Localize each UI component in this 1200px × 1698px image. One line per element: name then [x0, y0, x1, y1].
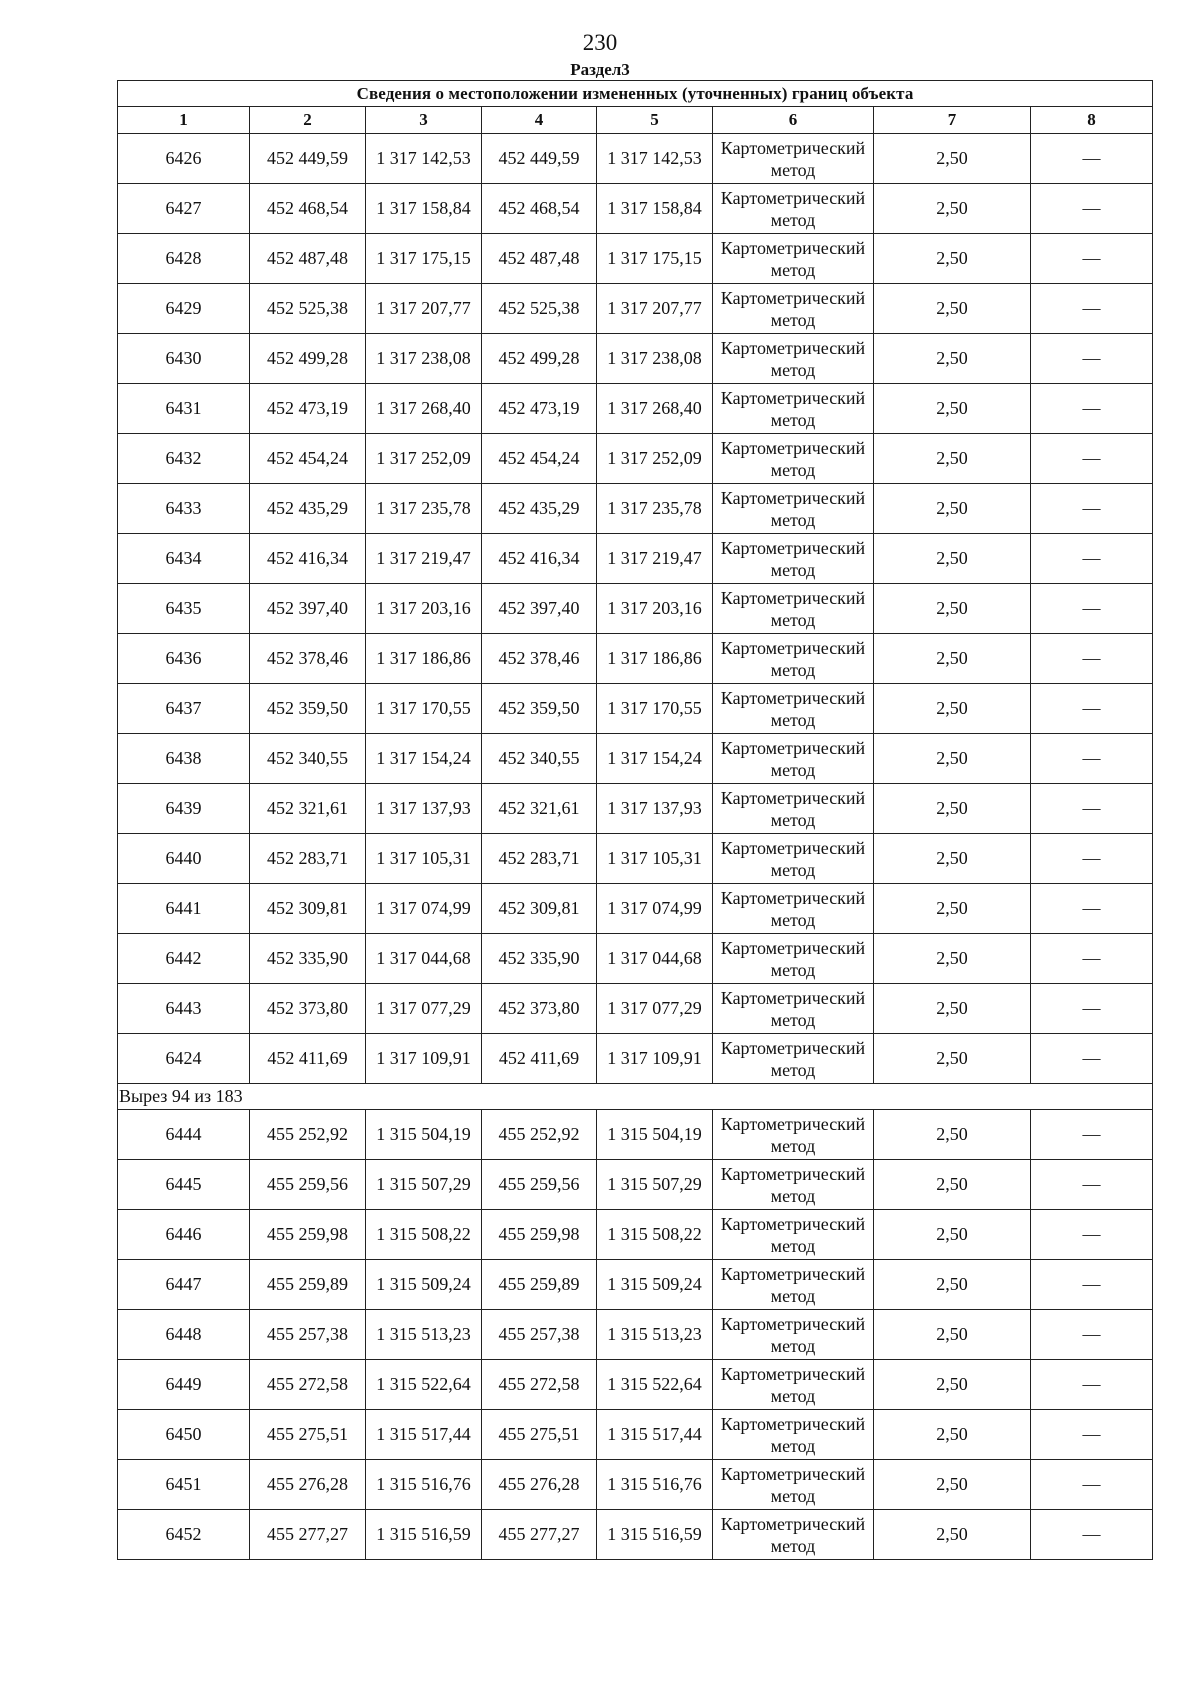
description-cell: —: [1031, 1034, 1153, 1084]
method-cell: Картометрический метод: [713, 734, 874, 784]
existing-y-cell: 1 315 517,44: [366, 1410, 482, 1460]
existing-x-cell: 452 378,46: [250, 634, 366, 684]
accuracy-cell: 2,50: [874, 134, 1031, 184]
description-cell: —: [1031, 134, 1153, 184]
refined-y-cell: 1 317 154,24: [597, 734, 713, 784]
refined-x-cell: 452 321,61: [482, 784, 597, 834]
existing-x-cell: 455 259,98: [250, 1210, 366, 1260]
description-cell: —: [1031, 334, 1153, 384]
accuracy-cell: 2,50: [874, 234, 1031, 284]
accuracy-cell: 2,50: [874, 484, 1031, 534]
refined-y-cell: 1 317 074,99: [597, 884, 713, 934]
point-number-cell: 6441: [118, 884, 250, 934]
description-cell: —: [1031, 784, 1153, 834]
method-cell: Картометрический метод: [713, 934, 874, 984]
accuracy-cell: 2,50: [874, 284, 1031, 334]
existing-y-cell: 1 317 203,16: [366, 584, 482, 634]
existing-x-cell: 452 487,48: [250, 234, 366, 284]
description-cell: —: [1031, 984, 1153, 1034]
accuracy-cell: 2,50: [874, 734, 1031, 784]
refined-x-cell: 455 259,89: [482, 1260, 597, 1310]
description-cell: —: [1031, 384, 1153, 434]
description-cell: —: [1031, 884, 1153, 934]
existing-y-cell: 1 317 074,99: [366, 884, 482, 934]
description-cell: —: [1031, 1260, 1153, 1310]
refined-x-cell: 452 499,28: [482, 334, 597, 384]
method-cell: Картометрический метод: [713, 1034, 874, 1084]
method-cell: Картометрический метод: [713, 1110, 874, 1160]
point-number-cell: 6434: [118, 534, 250, 584]
method-cell: Картометрический метод: [713, 1410, 874, 1460]
existing-x-cell: 455 257,38: [250, 1310, 366, 1360]
description-cell: —: [1031, 1510, 1153, 1560]
column-number-7: 7: [874, 107, 1031, 134]
point-number-cell: 6431: [118, 384, 250, 434]
accuracy-cell: 2,50: [874, 334, 1031, 384]
table-row: [118, 1034, 1153, 1084]
existing-y-cell: 1 317 044,68: [366, 934, 482, 984]
group-label: Вырез 94 из 183: [118, 1084, 1153, 1110]
refined-x-cell: 455 259,98: [482, 1210, 597, 1260]
column-number-2: 2: [250, 107, 366, 134]
refined-x-cell: 452 335,90: [482, 934, 597, 984]
point-number-cell: 6437: [118, 684, 250, 734]
refined-y-cell: 1 317 235,78: [597, 484, 713, 534]
refined-x-cell: 452 340,55: [482, 734, 597, 784]
description-cell: —: [1031, 284, 1153, 334]
point-number-cell: 6428: [118, 234, 250, 284]
refined-y-cell: 1 317 170,55: [597, 684, 713, 734]
method-cell: Картометрический метод: [713, 784, 874, 834]
point-number-cell: 6443: [118, 984, 250, 1034]
method-cell: Картометрический метод: [713, 1360, 874, 1410]
existing-y-cell: 1 315 522,64: [366, 1360, 482, 1410]
method-cell: Картометрический метод: [713, 634, 874, 684]
existing-y-cell: 1 317 170,55: [366, 684, 482, 734]
refined-y-cell: 1 315 509,24: [597, 1260, 713, 1310]
point-number-cell: 6427: [118, 184, 250, 234]
existing-y-cell: 1 317 219,47: [366, 534, 482, 584]
refined-y-cell: 1 317 207,77: [597, 284, 713, 334]
existing-x-cell: 455 276,28: [250, 1460, 366, 1510]
description-cell: —: [1031, 734, 1153, 784]
point-number-cell: 6451: [118, 1460, 250, 1510]
point-number-cell: 6446: [118, 1210, 250, 1260]
point-number-cell: 6439: [118, 784, 250, 834]
refined-x-cell: 452 397,40: [482, 584, 597, 634]
refined-y-cell: 1 317 158,84: [597, 184, 713, 234]
description-cell: —: [1031, 1360, 1153, 1410]
table-row: [118, 834, 1153, 884]
table-row: [118, 734, 1153, 784]
refined-y-cell: 1 315 516,76: [597, 1460, 713, 1510]
refined-y-cell: 1 317 238,08: [597, 334, 713, 384]
refined-x-cell: 452 525,38: [482, 284, 597, 334]
table-row: [118, 1410, 1153, 1460]
table-row: [118, 334, 1153, 384]
method-cell: Картометрический метод: [713, 1210, 874, 1260]
table-row: [118, 634, 1153, 684]
accuracy-cell: 2,50: [874, 1360, 1031, 1410]
refined-y-cell: 1 317 186,86: [597, 634, 713, 684]
existing-x-cell: 452 411,69: [250, 1034, 366, 1084]
accuracy-cell: 2,50: [874, 784, 1031, 834]
accuracy-cell: 2,50: [874, 834, 1031, 884]
existing-x-cell: 455 272,58: [250, 1360, 366, 1410]
existing-y-cell: 1 317 175,15: [366, 234, 482, 284]
table-row: [118, 434, 1153, 484]
description-cell: —: [1031, 184, 1153, 234]
description-cell: —: [1031, 934, 1153, 984]
table-row: [118, 484, 1153, 534]
table-caption: Сведения о местоположении измененных (уточненных) границ объекта: [118, 81, 1153, 107]
method-cell: Картометрический метод: [713, 984, 874, 1034]
table-row: [118, 1210, 1153, 1260]
existing-x-cell: 452 416,34: [250, 534, 366, 584]
existing-y-cell: 1 315 508,22: [366, 1210, 482, 1260]
method-cell: Картометрический метод: [713, 1260, 874, 1310]
point-number-cell: 6433: [118, 484, 250, 534]
table-row: [118, 984, 1153, 1034]
description-cell: —: [1031, 1110, 1153, 1160]
existing-x-cell: 452 449,59: [250, 134, 366, 184]
existing-x-cell: 455 252,92: [250, 1110, 366, 1160]
accuracy-cell: 2,50: [874, 184, 1031, 234]
refined-y-cell: 1 315 504,19: [597, 1110, 713, 1160]
method-cell: Картометрический метод: [713, 334, 874, 384]
description-cell: —: [1031, 584, 1153, 634]
existing-x-cell: 452 321,61: [250, 784, 366, 834]
accuracy-cell: 2,50: [874, 1160, 1031, 1210]
description-cell: —: [1031, 1410, 1153, 1460]
accuracy-cell: 2,50: [874, 1510, 1031, 1560]
refined-y-cell: 1 317 077,29: [597, 984, 713, 1034]
refined-y-cell: 1 317 105,31: [597, 834, 713, 884]
refined-y-cell: 1 315 516,59: [597, 1510, 713, 1560]
table-row: [118, 184, 1153, 234]
table-row: [118, 534, 1153, 584]
description-cell: —: [1031, 484, 1153, 534]
refined-y-cell: 1 317 268,40: [597, 384, 713, 434]
refined-y-cell: 1 317 142,53: [597, 134, 713, 184]
existing-y-cell: 1 317 109,91: [366, 1034, 482, 1084]
table-row: [118, 1160, 1153, 1210]
existing-x-cell: 455 275,51: [250, 1410, 366, 1460]
boundary-coordinates-table: [117, 80, 1153, 1560]
refined-y-cell: 1 317 109,91: [597, 1034, 713, 1084]
point-number-cell: 6450: [118, 1410, 250, 1460]
refined-y-cell: 1 315 507,29: [597, 1160, 713, 1210]
method-cell: Картометрический метод: [713, 184, 874, 234]
column-number-1: 1: [118, 107, 250, 134]
existing-y-cell: 1 317 186,86: [366, 634, 482, 684]
method-cell: Картометрический метод: [713, 284, 874, 334]
method-cell: Картометрический метод: [713, 434, 874, 484]
accuracy-cell: 2,50: [874, 1034, 1031, 1084]
existing-y-cell: 1 315 513,23: [366, 1310, 482, 1360]
existing-y-cell: 1 315 516,59: [366, 1510, 482, 1560]
existing-x-cell: 455 259,89: [250, 1260, 366, 1310]
refined-x-cell: 455 259,56: [482, 1160, 597, 1210]
accuracy-cell: 2,50: [874, 634, 1031, 684]
accuracy-cell: 2,50: [874, 1410, 1031, 1460]
refined-x-cell: 452 473,19: [482, 384, 597, 434]
accuracy-cell: 2,50: [874, 384, 1031, 434]
method-cell: Картометрический метод: [713, 684, 874, 734]
table-row: [118, 884, 1153, 934]
method-cell: Картометрический метод: [713, 584, 874, 634]
description-cell: —: [1031, 534, 1153, 584]
refined-x-cell: 452 416,34: [482, 534, 597, 584]
method-cell: Картометрический метод: [713, 484, 874, 534]
existing-y-cell: 1 317 105,31: [366, 834, 482, 884]
refined-x-cell: 455 257,38: [482, 1310, 597, 1360]
existing-y-cell: 1 317 077,29: [366, 984, 482, 1034]
point-number-cell: 6424: [118, 1034, 250, 1084]
point-number-cell: 6449: [118, 1360, 250, 1410]
section-title: Раздел3: [570, 60, 630, 79]
point-number-cell: 6429: [118, 284, 250, 334]
existing-x-cell: 452 468,54: [250, 184, 366, 234]
accuracy-cell: 2,50: [874, 584, 1031, 634]
existing-x-cell: 452 359,50: [250, 684, 366, 734]
existing-x-cell: 452 435,29: [250, 484, 366, 534]
existing-x-cell: 452 335,90: [250, 934, 366, 984]
accuracy-cell: 2,50: [874, 534, 1031, 584]
method-cell: Картометрический метод: [713, 1510, 874, 1560]
method-cell: Картометрический метод: [713, 134, 874, 184]
existing-x-cell: 452 340,55: [250, 734, 366, 784]
description-cell: —: [1031, 434, 1153, 484]
method-cell: Картометрический метод: [713, 1160, 874, 1210]
refined-x-cell: 455 275,51: [482, 1410, 597, 1460]
point-number-cell: 6436: [118, 634, 250, 684]
point-number-cell: 6438: [118, 734, 250, 784]
refined-y-cell: 1 317 175,15: [597, 234, 713, 284]
point-number-cell: 6426: [118, 134, 250, 184]
refined-x-cell: 452 468,54: [482, 184, 597, 234]
accuracy-cell: 2,50: [874, 1460, 1031, 1510]
method-cell: Картометрический метод: [713, 384, 874, 434]
column-number-8: 8: [1031, 107, 1153, 134]
existing-x-cell: 452 499,28: [250, 334, 366, 384]
table-row: [118, 1260, 1153, 1310]
existing-x-cell: 452 309,81: [250, 884, 366, 934]
column-number-4: 4: [482, 107, 597, 134]
refined-x-cell: 452 449,59: [482, 134, 597, 184]
existing-x-cell: 455 277,27: [250, 1510, 366, 1560]
table-row: [118, 1460, 1153, 1510]
refined-y-cell: 1 317 137,93: [597, 784, 713, 834]
existing-y-cell: 1 317 137,93: [366, 784, 482, 834]
point-number-cell: 6445: [118, 1160, 250, 1210]
point-number-cell: 6430: [118, 334, 250, 384]
refined-x-cell: 452 378,46: [482, 634, 597, 684]
existing-x-cell: 452 454,24: [250, 434, 366, 484]
table-row: [118, 1360, 1153, 1410]
description-cell: —: [1031, 684, 1153, 734]
existing-y-cell: 1 315 504,19: [366, 1110, 482, 1160]
method-cell: Картометрический метод: [713, 1460, 874, 1510]
method-cell: Картометрический метод: [713, 834, 874, 884]
refined-y-cell: 1 317 219,47: [597, 534, 713, 584]
table-row: [118, 384, 1153, 434]
refined-x-cell: 455 276,28: [482, 1460, 597, 1510]
refined-x-cell: 452 487,48: [482, 234, 597, 284]
refined-x-cell: 452 454,24: [482, 434, 597, 484]
existing-x-cell: 452 373,80: [250, 984, 366, 1034]
point-number-cell: 6442: [118, 934, 250, 984]
existing-y-cell: 1 317 235,78: [366, 484, 482, 534]
description-cell: —: [1031, 1460, 1153, 1510]
accuracy-cell: 2,50: [874, 934, 1031, 984]
point-number-cell: 6435: [118, 584, 250, 634]
point-number-cell: 6448: [118, 1310, 250, 1360]
column-number-6: 6: [713, 107, 874, 134]
table-body: [118, 134, 1153, 1560]
refined-x-cell: 455 272,58: [482, 1360, 597, 1410]
existing-y-cell: 1 317 238,08: [366, 334, 482, 384]
existing-y-cell: 1 317 158,84: [366, 184, 482, 234]
table-row: [118, 934, 1153, 984]
refined-x-cell: 452 411,69: [482, 1034, 597, 1084]
method-cell: Картометрический метод: [713, 234, 874, 284]
existing-y-cell: 1 315 507,29: [366, 1160, 482, 1210]
refined-y-cell: 1 315 508,22: [597, 1210, 713, 1260]
description-cell: —: [1031, 234, 1153, 284]
existing-x-cell: 455 259,56: [250, 1160, 366, 1210]
table-row: [118, 784, 1153, 834]
accuracy-cell: 2,50: [874, 1110, 1031, 1160]
description-cell: —: [1031, 634, 1153, 684]
existing-x-cell: 452 397,40: [250, 584, 366, 634]
existing-y-cell: 1 317 207,77: [366, 284, 482, 334]
refined-x-cell: 452 359,50: [482, 684, 597, 734]
accuracy-cell: 2,50: [874, 984, 1031, 1034]
table-row: [118, 134, 1153, 184]
description-cell: —: [1031, 1160, 1153, 1210]
existing-y-cell: 1 317 142,53: [366, 134, 482, 184]
point-number-cell: 6444: [118, 1110, 250, 1160]
existing-y-cell: 1 317 154,24: [366, 734, 482, 784]
accuracy-cell: 2,50: [874, 684, 1031, 734]
refined-x-cell: 452 373,80: [482, 984, 597, 1034]
refined-x-cell: 455 252,92: [482, 1110, 597, 1160]
refined-x-cell: 452 283,71: [482, 834, 597, 884]
description-cell: —: [1031, 1210, 1153, 1260]
refined-y-cell: 1 317 203,16: [597, 584, 713, 634]
page-number: 230: [582, 30, 618, 55]
table-row: [118, 1310, 1153, 1360]
group-label-row: [118, 1084, 1153, 1110]
column-number-row: [118, 107, 1153, 134]
table-row: [118, 584, 1153, 634]
refined-x-cell: 452 309,81: [482, 884, 597, 934]
table-row: [118, 684, 1153, 734]
description-cell: —: [1031, 834, 1153, 884]
accuracy-cell: 2,50: [874, 884, 1031, 934]
method-cell: Картометрический метод: [713, 1310, 874, 1360]
refined-y-cell: 1 317 252,09: [597, 434, 713, 484]
point-number-cell: 6432: [118, 434, 250, 484]
point-number-cell: 6440: [118, 834, 250, 884]
existing-y-cell: 1 317 252,09: [366, 434, 482, 484]
refined-x-cell: 452 435,29: [482, 484, 597, 534]
column-number-3: 3: [366, 107, 482, 134]
refined-y-cell: 1 315 513,23: [597, 1310, 713, 1360]
refined-y-cell: 1 315 517,44: [597, 1410, 713, 1460]
column-number-5: 5: [597, 107, 713, 134]
existing-x-cell: 452 525,38: [250, 284, 366, 334]
accuracy-cell: 2,50: [874, 1310, 1031, 1360]
point-number-cell: 6452: [118, 1510, 250, 1560]
refined-x-cell: 455 277,27: [482, 1510, 597, 1560]
accuracy-cell: 2,50: [874, 1260, 1031, 1310]
table-row: [118, 1510, 1153, 1560]
existing-y-cell: 1 315 516,76: [366, 1460, 482, 1510]
point-number-cell: 6447: [118, 1260, 250, 1310]
table-row: [118, 1110, 1153, 1160]
accuracy-cell: 2,50: [874, 434, 1031, 484]
table-row: [118, 234, 1153, 284]
method-cell: Картометрический метод: [713, 534, 874, 584]
existing-y-cell: 1 317 268,40: [366, 384, 482, 434]
description-cell: —: [1031, 1310, 1153, 1360]
accuracy-cell: 2,50: [874, 1210, 1031, 1260]
existing-x-cell: 452 473,19: [250, 384, 366, 434]
existing-x-cell: 452 283,71: [250, 834, 366, 884]
existing-y-cell: 1 315 509,24: [366, 1260, 482, 1310]
table-row: [118, 284, 1153, 334]
refined-y-cell: 1 315 522,64: [597, 1360, 713, 1410]
refined-y-cell: 1 317 044,68: [597, 934, 713, 984]
method-cell: Картометрический метод: [713, 884, 874, 934]
